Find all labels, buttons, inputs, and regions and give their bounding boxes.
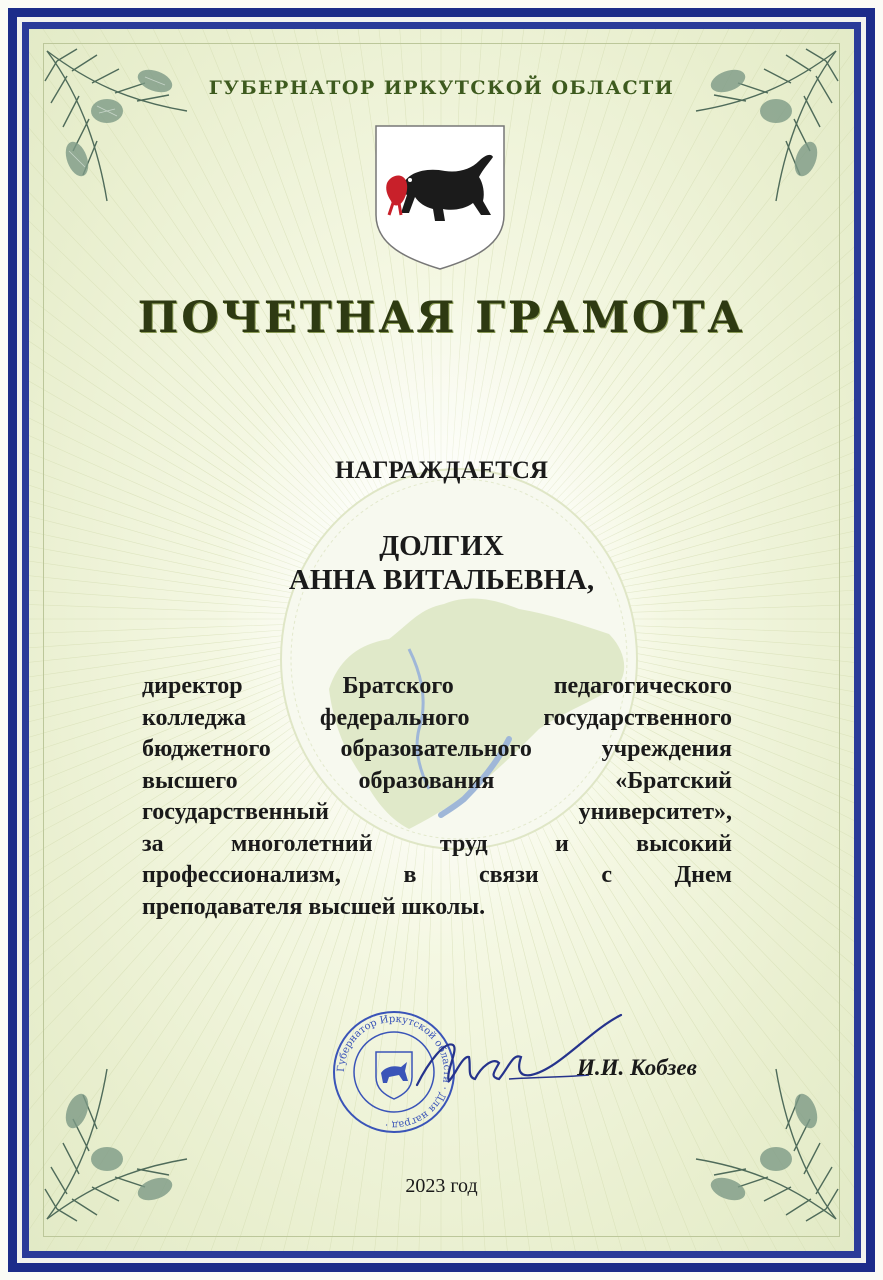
recipient-given-names: АННА ВИТАЛЬЕВНА, (288, 564, 595, 596)
description-word: высшего (142, 767, 238, 794)
description-word: образования (358, 767, 495, 794)
description-word: колледжа (142, 704, 247, 731)
description-word: преподавателя высшей школы. (142, 893, 486, 920)
award-description (142, 671, 732, 923)
description-word: Днем (674, 862, 732, 888)
stamp-text: Губернатор Иркутской области · Для наград · (335, 1013, 453, 1131)
description-word: профессионализм, (142, 862, 341, 888)
description-word: многолетний (230, 830, 373, 857)
pine-branch-icon (676, 41, 846, 211)
description-line (142, 766, 732, 798)
description-word: с (601, 862, 613, 888)
description-word: за (142, 830, 164, 857)
description-line (142, 892, 732, 924)
description-word: «Братский (615, 767, 732, 794)
description-word: педагогического (553, 673, 732, 699)
description-word: связи (479, 862, 539, 888)
issuer-heading: ГУБЕРНАТОР ИРКУТСКОЙ ОБЛАСТИ (208, 77, 675, 99)
description-word: Братского (342, 673, 454, 699)
description-line (142, 703, 732, 735)
description-line (142, 829, 732, 861)
recipient-surname: ДОЛГИХ (379, 530, 504, 562)
description-word: высокий (636, 830, 732, 857)
signer-name: И.И. Кобзев (577, 1055, 697, 1080)
certificate-title: ПОЧЕТНАЯ ГРАМОТА (137, 293, 746, 343)
certificate-paper (29, 29, 854, 1251)
recipient-name (29, 529, 854, 597)
pine-branch-icon (37, 1059, 207, 1229)
description-line (142, 860, 732, 892)
description-word: федерального (319, 704, 470, 731)
description-word: государственного (543, 704, 732, 731)
description-word: директор (142, 673, 243, 699)
description-word: и (554, 830, 569, 857)
awarded-label: НАГРАЖДАЕТСЯ (335, 457, 548, 484)
pine-branch-icon (676, 1059, 846, 1229)
issue-year: 2023 год (405, 1175, 478, 1197)
description-word: государственный (142, 799, 329, 825)
coat-of-arms-icon (373, 123, 507, 273)
description-line (142, 797, 732, 829)
description-word: университет», (578, 799, 732, 825)
description-word: в (403, 862, 417, 888)
description-word: образовательного (340, 736, 532, 762)
description-word: бюджетного (142, 736, 271, 762)
pine-branch-icon (37, 41, 207, 211)
description-line (142, 671, 732, 703)
description-word: учреждения (601, 736, 732, 762)
description-line (142, 734, 732, 766)
description-word: труд (439, 830, 488, 857)
